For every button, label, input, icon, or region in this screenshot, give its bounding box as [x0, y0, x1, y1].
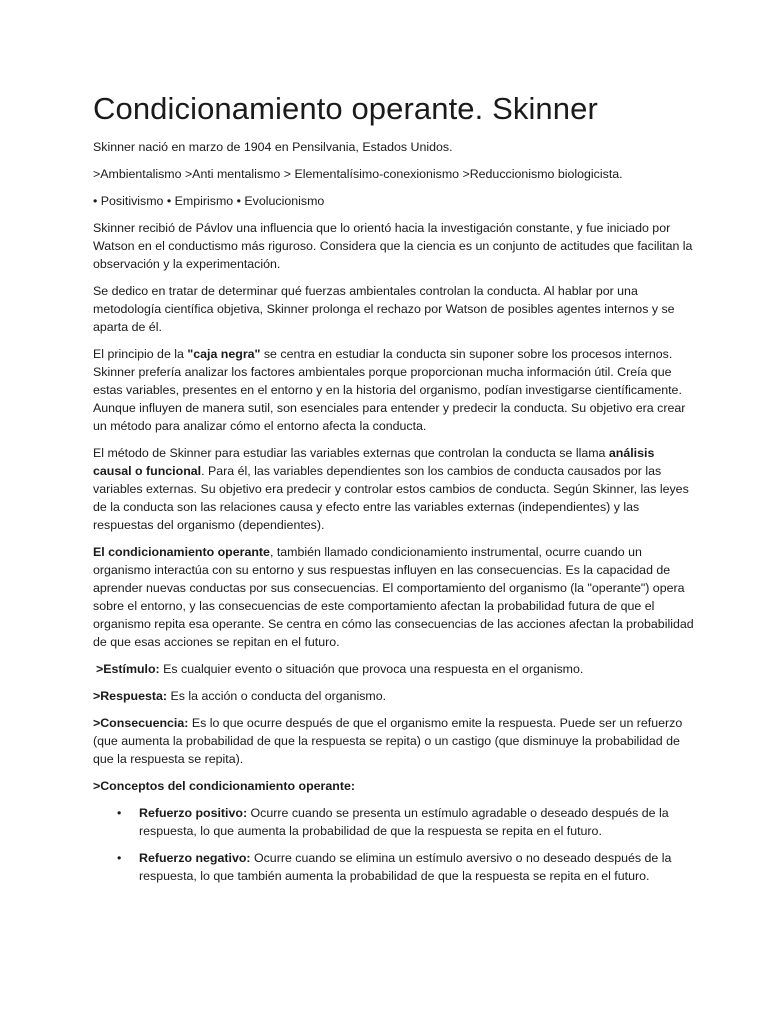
operant-conditioning-text: , también llamado condicionamiento instrumental, ocurre cuando un organismo interactúa con su entorno y sus respuestas influyen en las consecuencias. Es la capacidad de aprender nuevas conductas por sus consecuencias. El comportamiento del organismo (la "operante") opera sobre el entorno, y las consecuencias de este comportamiento afectan la probabilidad futura de que el organismo repita esa operante. Se centra en cómo las consecuencias de las acciones afectan la probabilidad de que esas acciones se repitan en el futuro. — [93, 545, 694, 649]
page-title: Condicionamiento operante. Skinner — [93, 91, 598, 126]
black-box-paragraph — [93, 345, 696, 435]
functional-analysis-post: . Para él, las variables dependientes son los cambios de conducta causados por las variables externas. Su objetivo era predecir y controlar estos cambios de conducta. Según Skinner, las leyes de la conducta son las relaciones causa y efecto entre las variables externas (independientes) y las respuestas del organismo (dependientes). — [93, 464, 689, 532]
operant-conditioning-paragraph — [93, 543, 696, 651]
pavlov-paragraph: Skinner recibió de Pávlov una influencia que lo orientó hacia la investigación constante, y fue iniciado por Watson en el conductismo más riguroso. Considera que la ciencia es un conjunto de actitudes que facilitan la observación y la experimentación. — [93, 221, 693, 271]
black-box-pre: El principio de la — [93, 347, 188, 361]
response-paragraph — [93, 687, 696, 705]
functional-analysis-term: análisis causal o funcional — [93, 446, 655, 478]
bullet-icon: • — [117, 806, 122, 820]
positive-reinforcement-term: Refuerzo positivo: — [139, 806, 248, 820]
consequence-paragraph — [93, 714, 696, 768]
functional-analysis-pre: El método de Skinner para estudiar las variables externas que controlan la conducta se llama — [93, 446, 609, 460]
stimulus-paragraph — [93, 660, 696, 678]
bullet-icon: • — [117, 851, 122, 865]
stimulus-term: >Estímulo: — [96, 662, 160, 676]
black-box-post: se centra en estudiar la conducta sin suponer sobre los procesos internos. Skinner prefería analizar los factores ambientales porque proporcionan mucha información útil. Creía que estas variables, presentes en el entorno y en la historia del organismo, podían investigarse científicamente. Aunque influyen de manera sutil, son esenciales para entender y predecir la conducta. Su objetivo era crear un método para analizar cómo el entorno afecta la conducta. — [93, 347, 686, 433]
consequence-term: >Consecuencia: — [93, 716, 189, 730]
response-text: Es la acción o conducta del organismo. — [167, 689, 387, 703]
consequence-text: Es lo que ocurre después de que el organismo emite la respuesta. Puede ser un refuerzo (que aumenta la probabilidad de que la respuesta se repita) o un castigo (que disminuye la probabilidad de que la respuesta se repita). — [93, 716, 683, 766]
positive-reinforcement-text: Ocurre cuando se presenta un estímulo agradable o deseado después de la respuesta, lo que aumenta la probabilidad de que la respuesta se repita en el futuro. — [139, 806, 669, 838]
negative-reinforcement-term: Refuerzo negativo: — [139, 851, 251, 865]
environmental-forces-paragraph: Se dedico en tratar de determinar qué fuerzas ambientales controlan la conducta. Al hablar por una metodología científica objetiva, Skinner prolonga el rechazo por Watson de posibles agentes internos y se aparta de él. — [93, 284, 675, 334]
philosophies-paragraph: • Positivismo • Empirismo • Evolucionismo — [93, 194, 325, 208]
list-item — [117, 804, 696, 840]
black-box-term: "caja negra" — [187, 347, 261, 361]
functional-analysis-paragraph — [93, 444, 696, 534]
stimulus-text: Es cualquier evento o situación que provoca una respuesta en el organismo. — [159, 662, 584, 676]
concepts-heading-text: >Conceptos del condicionamiento operante: — [93, 779, 355, 793]
list-item — [117, 849, 696, 885]
concepts-heading — [93, 777, 696, 795]
concepts-list — [93, 804, 696, 885]
response-term: >Respuesta: — [93, 689, 168, 703]
negative-reinforcement-text: Ocurre cuando se elimina un estímulo aversivo o no deseado después de la respuesta, lo que también aumenta la probabilidad de que la respuesta se repita en el futuro. — [139, 851, 672, 883]
birth-paragraph: Skinner nació en marzo de 1904 en Pensilvania, Estados Unidos. — [93, 140, 453, 154]
influences-paragraph: >Ambientalismo >Anti mentalismo > Elementalísimo-conexionismo >Reduccionismo biologicista. — [93, 167, 623, 181]
operant-conditioning-term: El condicionamiento operante — [93, 545, 270, 559]
